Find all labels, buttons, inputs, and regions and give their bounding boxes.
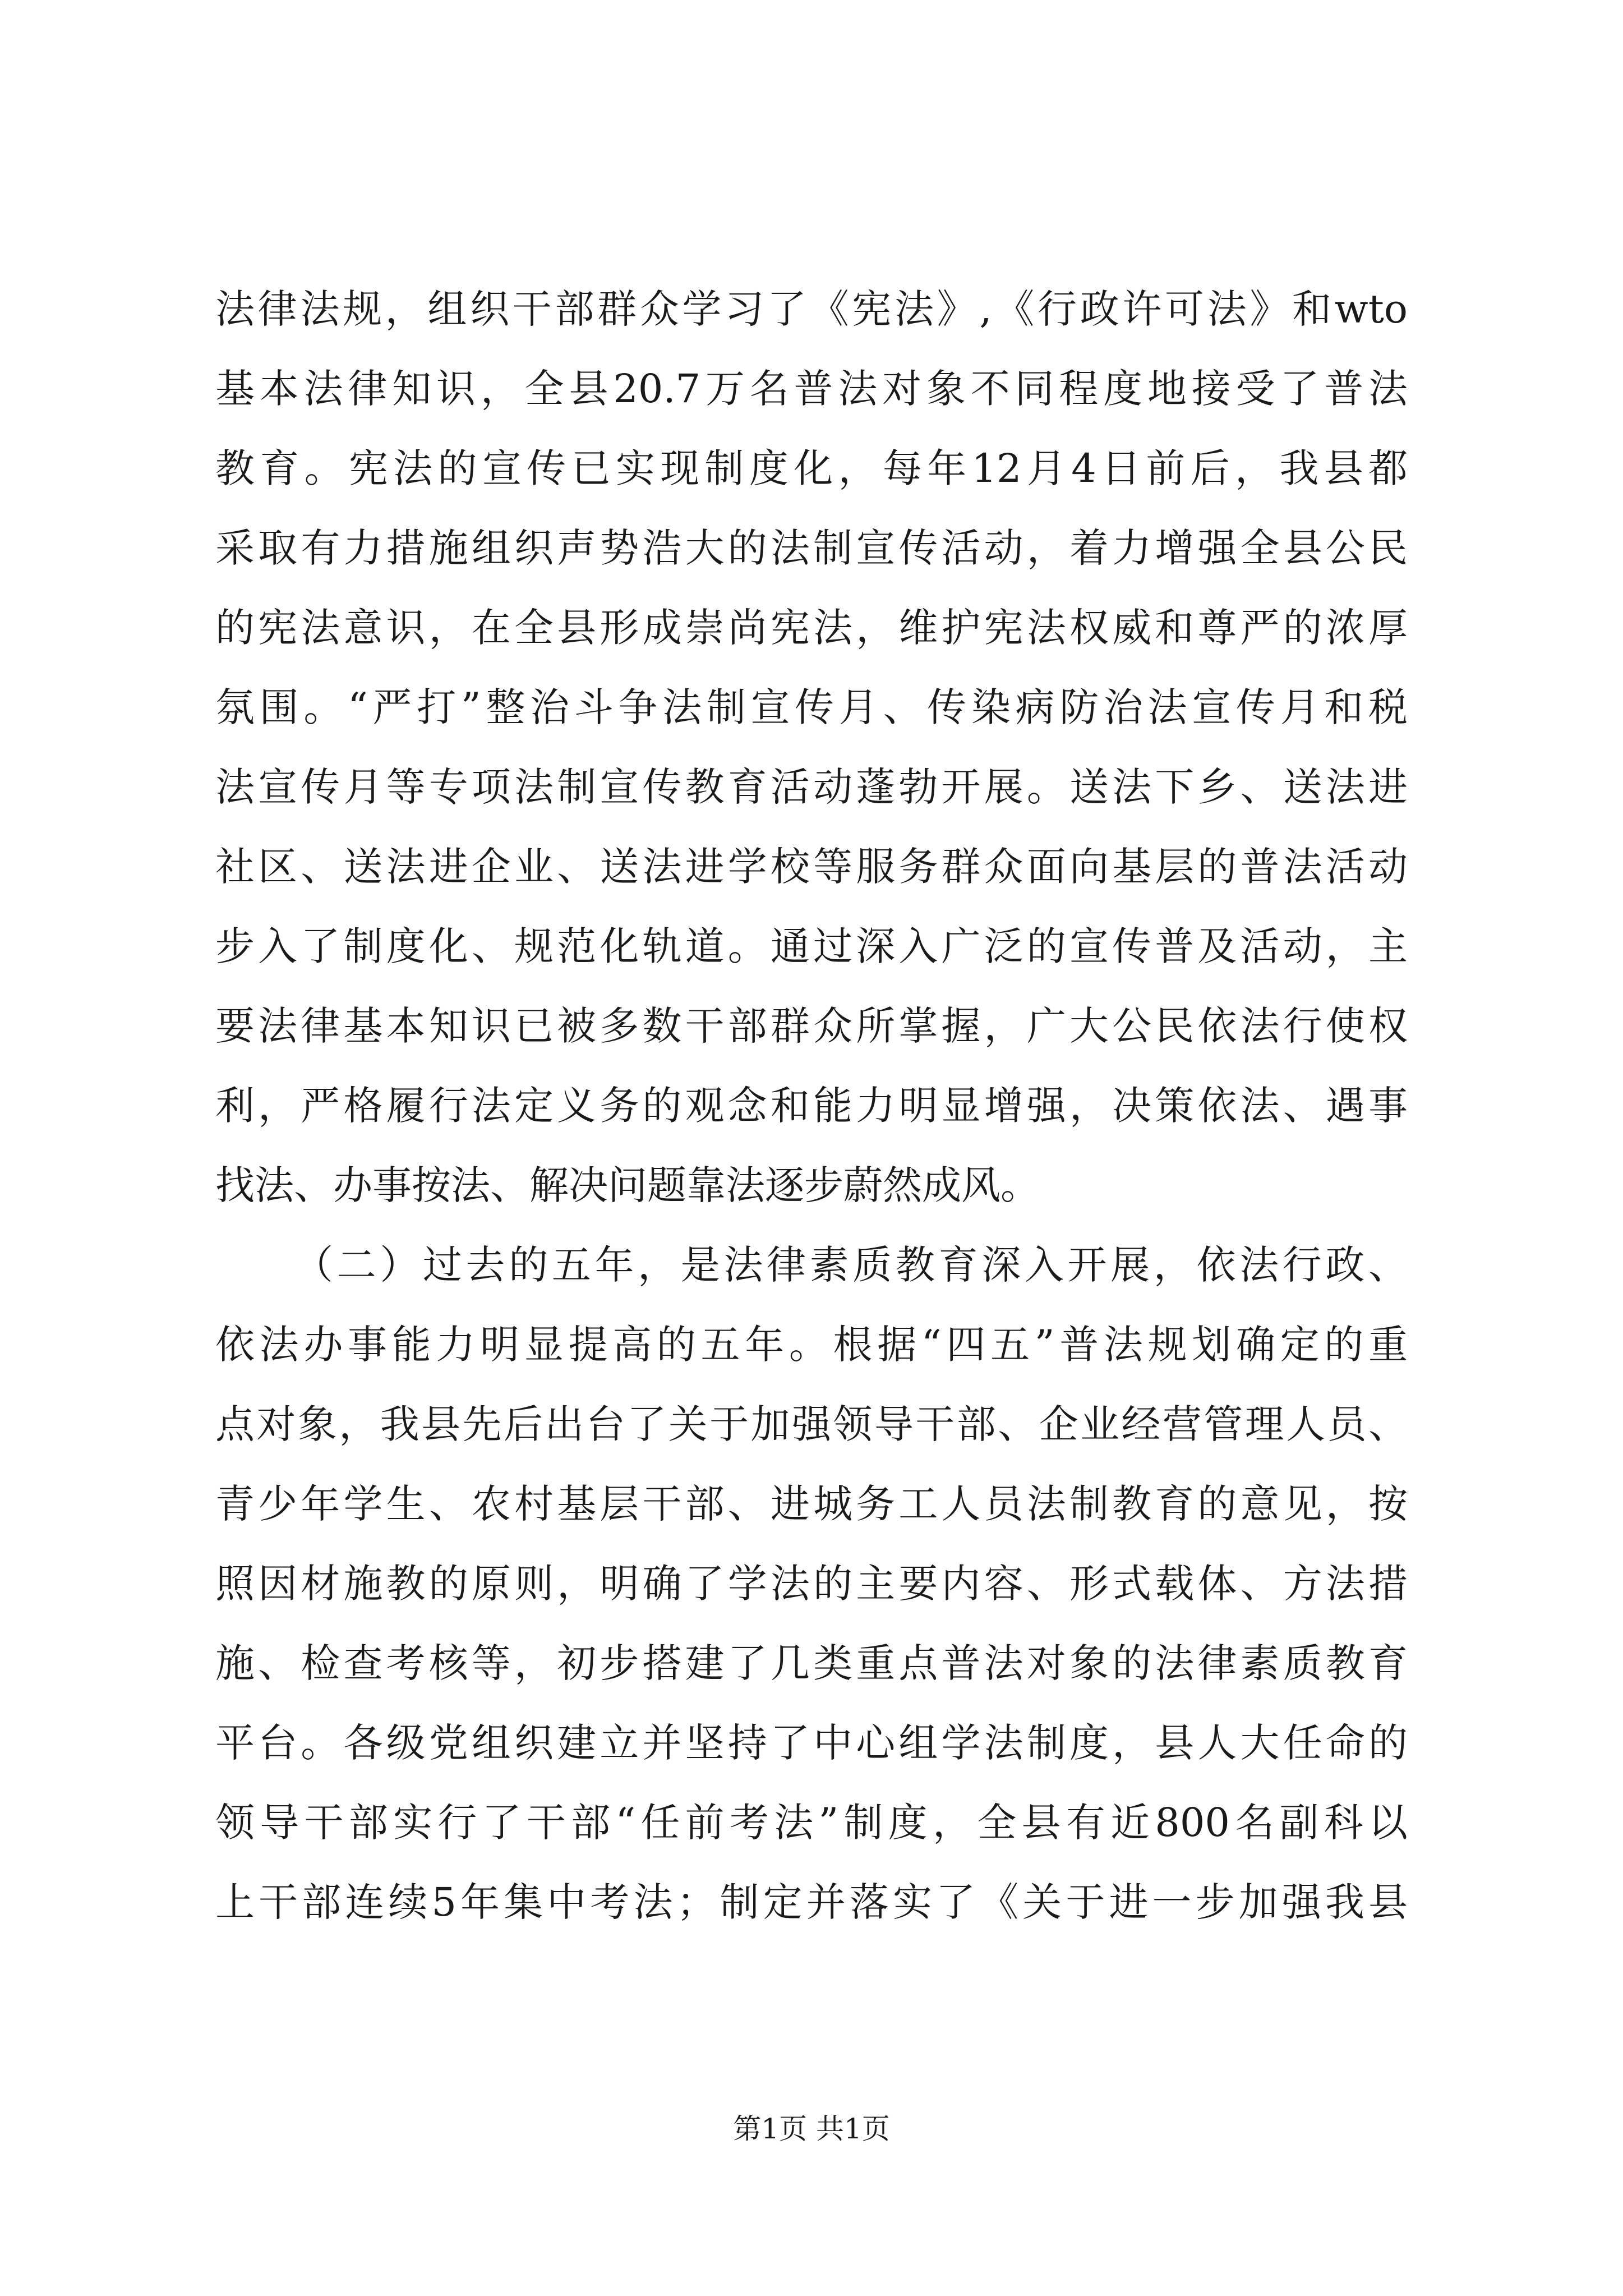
text-line: 照因材施教的原则，明确了学法的主要内容、形式载体、方法措	[215, 1561, 1408, 1607]
text-line: 青少年学生、农村基层干部、进城务工人员法制教育的意见，按	[215, 1481, 1408, 1527]
text-line: 上干部连续5年集中考法；制定并落实了《关于进一步加强我县	[215, 1879, 1408, 1925]
text-line: 找法、办事按法、解决问题靠法逐步蔚然成风。	[215, 1162, 1040, 1208]
document-body	[215, 269, 1408, 1942]
page-footer: 第1页 共1页	[733, 2113, 890, 2145]
text-line: 教育。宪法的宣传已实现制度化，每年12月4日前后，我县都	[215, 445, 1408, 491]
text-line: 施、检查考核等，初步搭建了几类重点普法对象的法律素质教育	[215, 1640, 1408, 1686]
text-line: 依法办事能力明显提高的五年。根据“四五”普法规划确定的重	[215, 1322, 1408, 1368]
text-line: 法宣传月等专项法制宣传教育活动蓬勃开展。送法下乡、送法进	[215, 764, 1408, 810]
text-line: 领导干部实行了干部“任前考法”制度，全县有近800名副科以	[215, 1800, 1408, 1846]
text-line: 点对象，我县先后出台了关于加强领导干部、企业经营管理人员、	[215, 1401, 1408, 1447]
text-line: 社区、送法进企业、送法进学校等服务群众面向基层的普法活动	[215, 844, 1408, 890]
text-line: 法律法规，组织干部群众学习了《宪法》,《行政许可法》和wto	[215, 286, 1408, 332]
text-line: 采取有力措施组织声势浩大的法制宣传活动，着力增强全县公民	[215, 525, 1408, 571]
text-line: 利，严格履行法定义务的观念和能力明显增强，决策依法、遇事	[215, 1083, 1408, 1129]
text-line: 步入了制度化、规范化轨道。通过深入广泛的宣传普及活动，主	[215, 923, 1408, 969]
text-line: 要法律基本知识已被多数干部群众所掌握，广大公民依法行使权	[215, 1003, 1408, 1049]
text-line: 基本法律知识，全县20.7万名普法对象不同程度地接受了普法	[215, 366, 1408, 412]
text-line: 平台。各级党组织建立并坚持了中心组学法制度，县人大任命的	[215, 1720, 1408, 1766]
text-line: 氛围。“严打”整治斗争法制宣传月、传染病防治法宣传月和税	[215, 684, 1408, 730]
text-line-indented: （二）过去的五年，是法律素质教育深入开展，依法行政、	[294, 1242, 1408, 1288]
text-line: 的宪法意识，在全县形成崇尚宪法，维护宪法权威和尊严的浓厚	[215, 605, 1408, 651]
